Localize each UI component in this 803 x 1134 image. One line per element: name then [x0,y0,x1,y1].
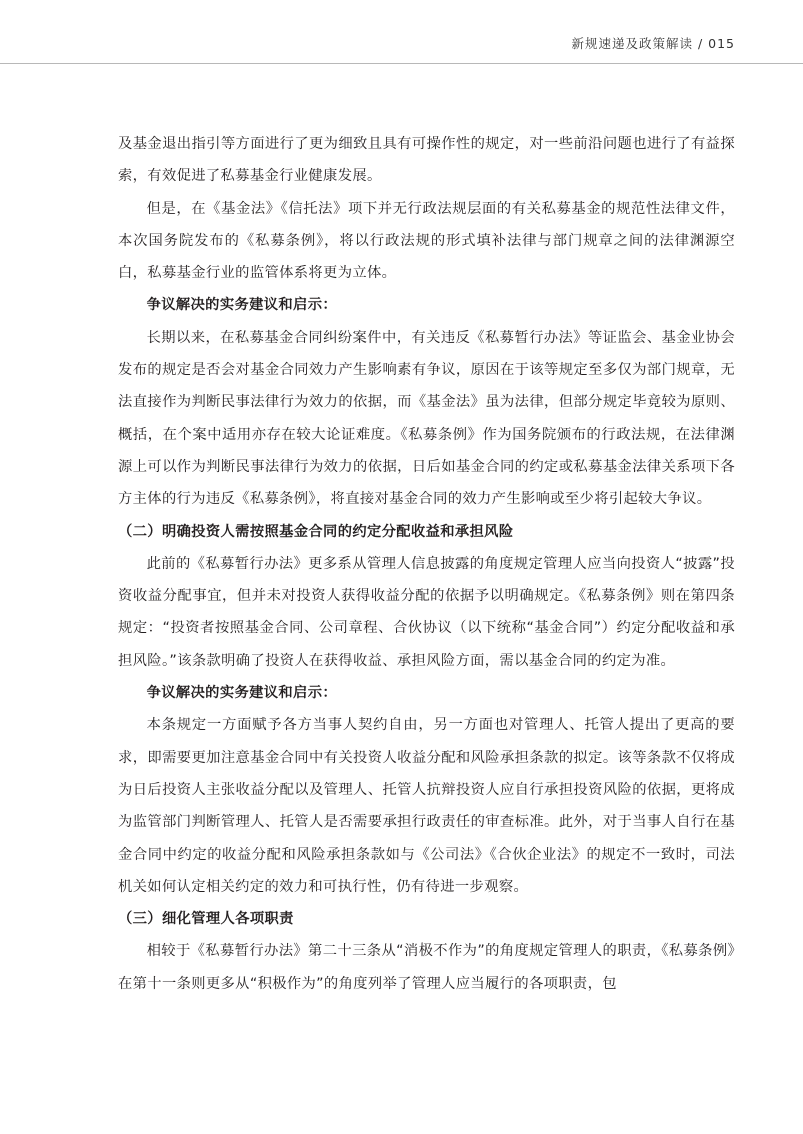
subheading-advice: 争议解决的实务建议和启示： [146,297,338,314]
paragraph: 本条规定一方面赋予各方当事人契约自由，另一方面也对管理人、托管人提出了更高的要求，即需要更加注意基金合同中有关投资人收益分配和风险承担条款的拟定。该等条款不仅将成为日后投资人主张收益分配以及管理人、托管人抗辩投资人应自行承担投资风险的依据，更将成为监管部门判断管理人、托管人是否需要承担行政责任的审查标准。此外，对于当事人自行在基金合同中约定的收益分配和风险承担条款如与《公司法》《合伙企业法》的规定不一致时，司法机关如何认定相关约定的效力和可执行性，仍有待进一步观察。 [118,717,735,895]
paragraph-continuation: 及基金退出指引等方面进行了更为细致且具有可操作性的规定，对一些前沿问题也进行了有益探索，有效促进了私募基金行业健康发展。 [118,136,735,185]
section-heading-3: （三）细化管理人各项职责 [118,911,294,928]
paragraph: 长期以来，在私募基金合同纠纷案件中，有关违反《私募暂行办法》等证监会、基金业协会发布的规定是否会对基金合同效力产生影响素有争议，原因在于该等规定至多仅为部门规章，无法直接作为判断民事法律行为效力的依据，而《基金法》虽为法律，但部分规定毕竟较为原则、概括，在个案中适用亦存在较大论证难度。《私募条例》作为国务院颁布的行政法规，在法律渊源上可以作为判断民事法律行为效力的依据，日后如基金合同的约定或私募基金法律关系项下各方主体的行为违反《私募条例》，将直接对基金合同的效力产生影响或至少将引起较大争议。 [118,329,735,508]
body-text [118,128,735,1000]
section-heading-2: （二）明确投资人需按照基金合同的约定分配收益和承担风险 [118,523,514,540]
header-rule [0,63,803,64]
running-header: 新规速递及政策解读 / 015 [571,36,735,51]
paragraph: 但是，在《基金法》《信托法》项下并无行政法规层面的有关私募基金的规范性法律文件，本次国务院发布的《私募条例》，将以行政法规的形式填补法律与部门规章之间的法律渊源空白，私募基金行业的监管体系将更为立体。 [118,200,735,282]
paragraph: 此前的《私募暂行办法》更多系从管理人信息披露的角度规定管理人应当向投资人“披露”投资收益分配事宜，但并未对投资人获得收益分配的依据予以明确规定。《私募条例》则在第四条规定：“投资者按照基金合同、公司章程、合伙协议（以下统称“基金合同”）约定分配收益和承担风险。”该条款明确了投资人在获得收益、承担风险方面，需以基金合同的约定为准。 [118,555,735,669]
subheading-advice: 争议解决的实务建议和启示： [146,685,338,702]
paragraph: 相较于《私募暂行办法》第二十三条从“消极不作为”的角度规定管理人的职责，《私募条例》在第十一条则更多从“积极作为”的角度列举了管理人应当履行的各项职责，包 [118,943,735,992]
